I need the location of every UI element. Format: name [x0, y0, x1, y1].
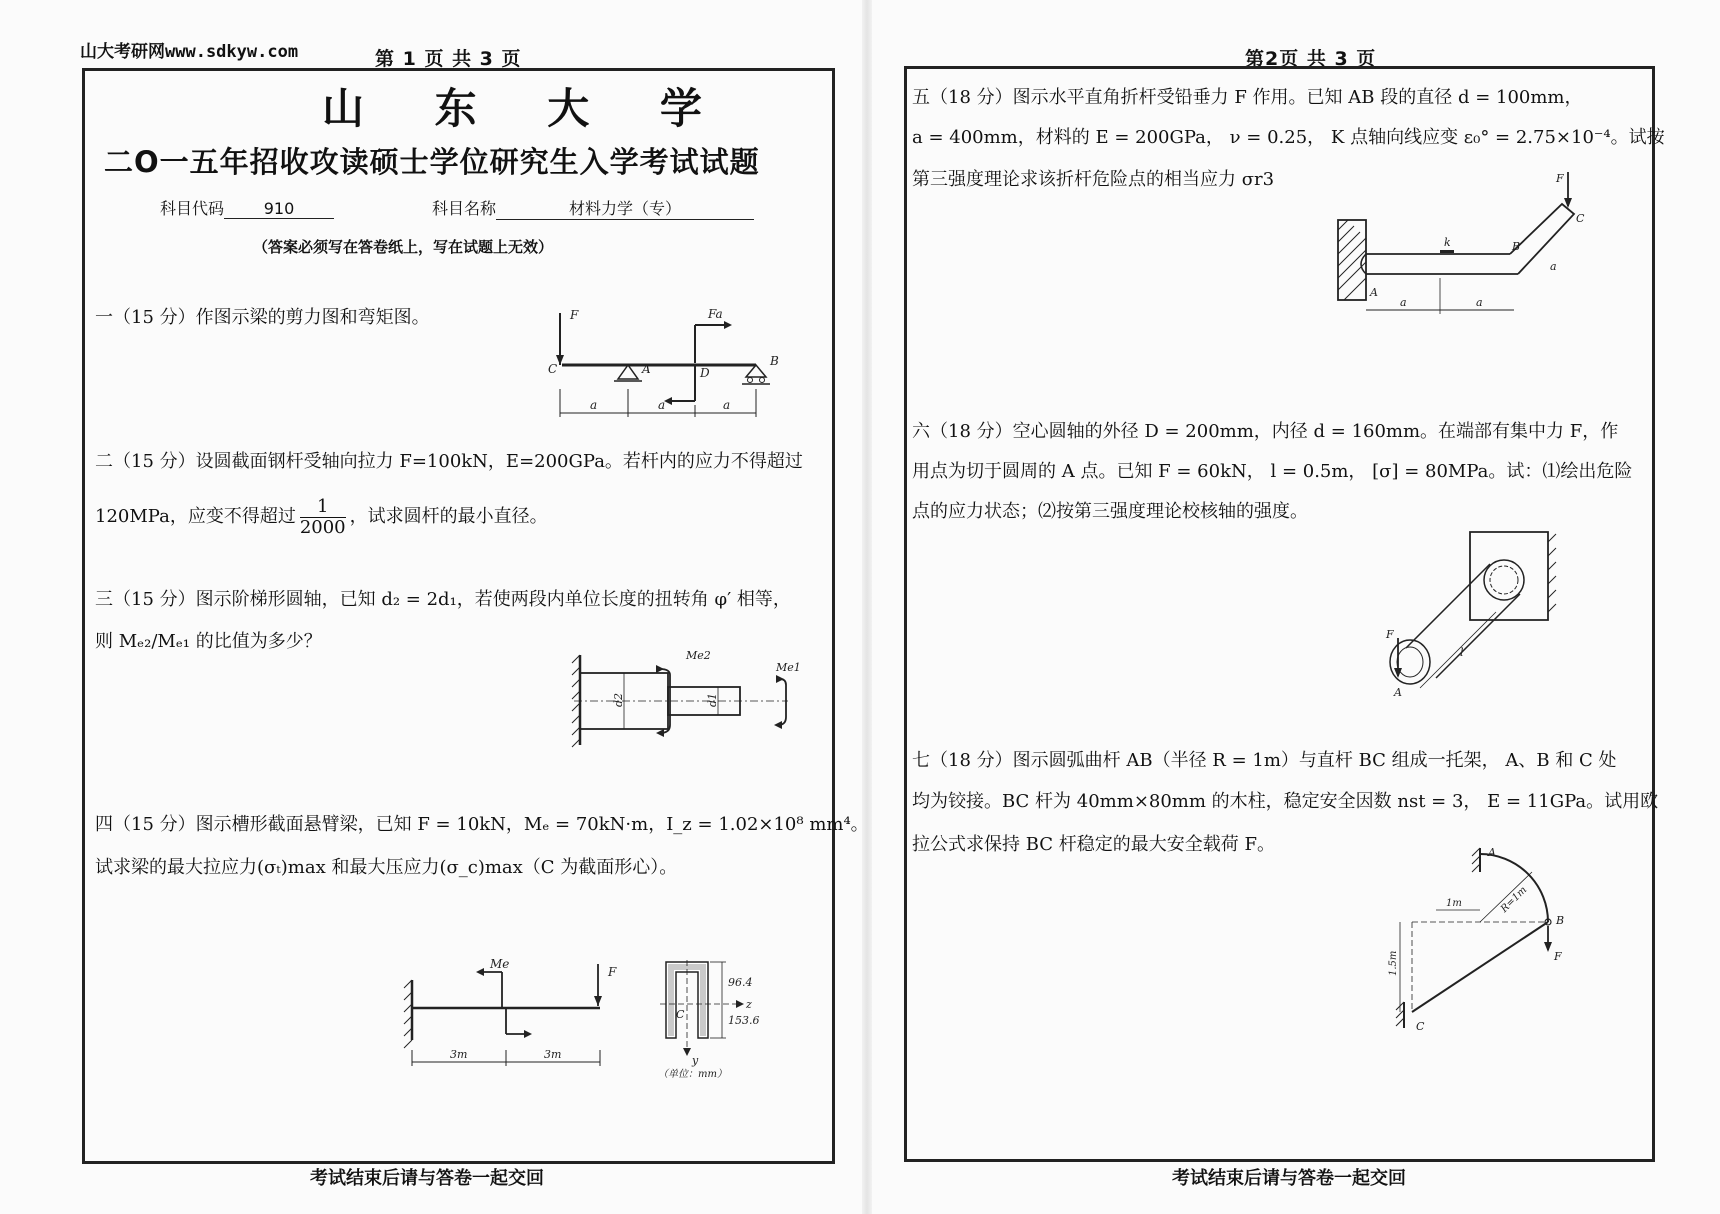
question-4-line2: 试求梁的最大拉应力(σₜ)max 和最大压应力(σ_c)max（C 为截面形心）。	[95, 857, 678, 878]
fig1-a1: a	[590, 398, 598, 412]
fig1-a2: a	[658, 398, 666, 412]
fig3-Me2: Me2	[686, 649, 711, 662]
fig5-A: A	[1370, 286, 1378, 299]
fig1-B: B	[770, 354, 779, 368]
question-5-line1: 五（18 分）图示水平直角折杆受铅垂力 F 作用。已知 AB 段的直径 d = 100mm，	[912, 87, 1583, 108]
fig1-D: D	[700, 366, 710, 380]
fig7-C: C	[1416, 1020, 1425, 1033]
page1-label: 第 1 页 共 3 页	[375, 48, 522, 70]
question-7-line3: 拉公式求保持 BC 杆稳定的最大安全载荷 F。	[912, 834, 1275, 855]
fig5-a2: a	[1476, 296, 1483, 309]
fig5-F: F	[1556, 172, 1564, 185]
exam-title: 二O一五年招收攻读硕士学位研究生入学考试试题	[104, 145, 760, 179]
fig4-z: z	[746, 998, 752, 1011]
fig4-C: C	[676, 1008, 685, 1021]
question-3-line1: 三（15 分）图示阶梯形圆轴，已知 d₂ = 2d₁，若使两段内单位长度的扭转角 φ′ 相等，	[95, 589, 791, 610]
fig5-a3: a	[1550, 260, 1557, 273]
fig7-A: A	[1488, 846, 1496, 859]
instruction: （答案必须写在答卷纸上，写在试题上无效）	[253, 238, 554, 256]
code-label: 科目代码	[160, 199, 225, 218]
fig3-d2: d2	[612, 692, 625, 707]
question-7-line2: 均为铰接。BC 杆为 40mm×80mm 的木柱，稳定安全因数 nst = 3， E = 11GPa。试用欧	[912, 791, 1659, 812]
fig1-A: A	[642, 362, 651, 376]
subject-code	[160, 196, 334, 219]
fig5-a1: a	[1400, 296, 1407, 309]
fig7-h: 1.5m	[1388, 950, 1399, 976]
fig5-C: C	[1576, 212, 1585, 225]
fig1-F: F	[570, 308, 579, 322]
question-4-line1: 四（15 分）图示槽形截面悬臂梁，已知 F = 10kN，Mₑ = 70kN·m，I_z = 1.02×10⁸ mm⁴。	[95, 814, 869, 835]
page2-footer: 考试结束后请与答卷一起交回	[1172, 1168, 1406, 1189]
fig5-B: B	[1512, 240, 1521, 253]
fig3-Me1: Me1	[776, 661, 801, 674]
fig5-k: k	[1444, 236, 1451, 249]
question-7-line1: 七（18 分）图示圆弧曲杆 AB（半径 R = 1m）与直杆 BC 组成一托架， A、B 和 C 处	[912, 750, 1617, 771]
name-value: 材料力学（专）	[496, 196, 754, 220]
question-6-line1: 六（18 分）空心圆轴的外径 D = 200mm，内径 d = 160mm。在端部有集中力 F，作	[912, 421, 1619, 442]
q2-frac-num: 1	[300, 497, 346, 518]
fig4-h2: 153.6	[728, 1014, 760, 1027]
question-3-line2: 则 Mₑ₂/Mₑ₁ 的比值为多少？	[95, 631, 322, 652]
figure-beam-q1	[540, 305, 800, 425]
figure-cantilever-q4	[390, 950, 810, 1080]
question-2-line1: 二（15 分）设圆截面钢杆受轴向拉力 F=100kN，E=200GPa。若杆内的应力不得超过	[95, 451, 803, 472]
question-2-line2	[95, 490, 548, 544]
name-label: 科目名称	[432, 199, 497, 218]
question-5-line2: a = 400mm，材料的 E = 200GPa， ν = 0.25， K 点轴向线应变 ε₀° = 2.75×10⁻⁴。试按	[912, 127, 1665, 148]
page2-label: 第2页 共 3 页	[1245, 48, 1377, 70]
fig7-B: B	[1556, 914, 1565, 927]
fig6-A: A	[1394, 686, 1402, 699]
fig4-Me: Me	[490, 957, 510, 971]
fig1-a3: a	[723, 398, 731, 412]
fig4-h1: 96.4	[728, 976, 753, 989]
figure-hollowshaft-q6	[1380, 528, 1560, 708]
fig7-R: R=1m	[1498, 884, 1530, 915]
fig4-F: F	[608, 965, 617, 979]
q2-text-a: 120MPa，应变不得超过	[95, 506, 296, 527]
fig3-d1: d1	[706, 692, 719, 707]
question-5-line3: 第三强度理论求该折杆危险点的相当应力 σr3	[912, 169, 1275, 190]
question-6-line2: 用点为切于圆周的 A 点。已知 F = 60kN， l = 0.5m， [σ] = 80MPa。试：⑴绘出危险	[912, 461, 1633, 482]
university-title: 山 东 大 学	[322, 84, 730, 133]
q2-text-b: ，试求圆杆的最小直径。	[349, 506, 548, 527]
subject-name	[432, 196, 754, 220]
fig7-F: F	[1554, 950, 1562, 963]
code-value: 910	[224, 199, 334, 219]
site-watermark: 山大考研网www.sdkyw.com	[80, 42, 299, 62]
figure-bentbar-q5	[1330, 170, 1590, 320]
q2-frac-den: 2000	[299, 516, 346, 538]
question-1: 一（15 分）作图示梁的剪力图和弯矩图。	[95, 307, 430, 328]
page-gutter	[862, 0, 872, 1214]
fig1-Fa: Fa	[708, 307, 723, 321]
fig7-w: 1m	[1446, 898, 1462, 909]
fig4-y: y	[692, 1054, 699, 1067]
page1-footer: 考试结束后请与答卷一起交回	[310, 1168, 544, 1189]
question-6-line3: 点的应力状态；⑵按第三强度理论校核轴的强度。	[912, 501, 1308, 522]
fig6-F: F	[1386, 628, 1394, 641]
figure-shaft-q3	[568, 645, 828, 755]
q2-fraction	[300, 497, 346, 538]
fig4-l1: 3m	[450, 1048, 468, 1061]
figure-arcbracket-q7	[1370, 842, 1590, 1042]
fig1-C: C	[548, 362, 558, 376]
fig4-l2: 3m	[544, 1048, 562, 1061]
fig6-l: l	[1460, 646, 1464, 659]
fig4-unit: （单位：mm）	[658, 1069, 727, 1080]
